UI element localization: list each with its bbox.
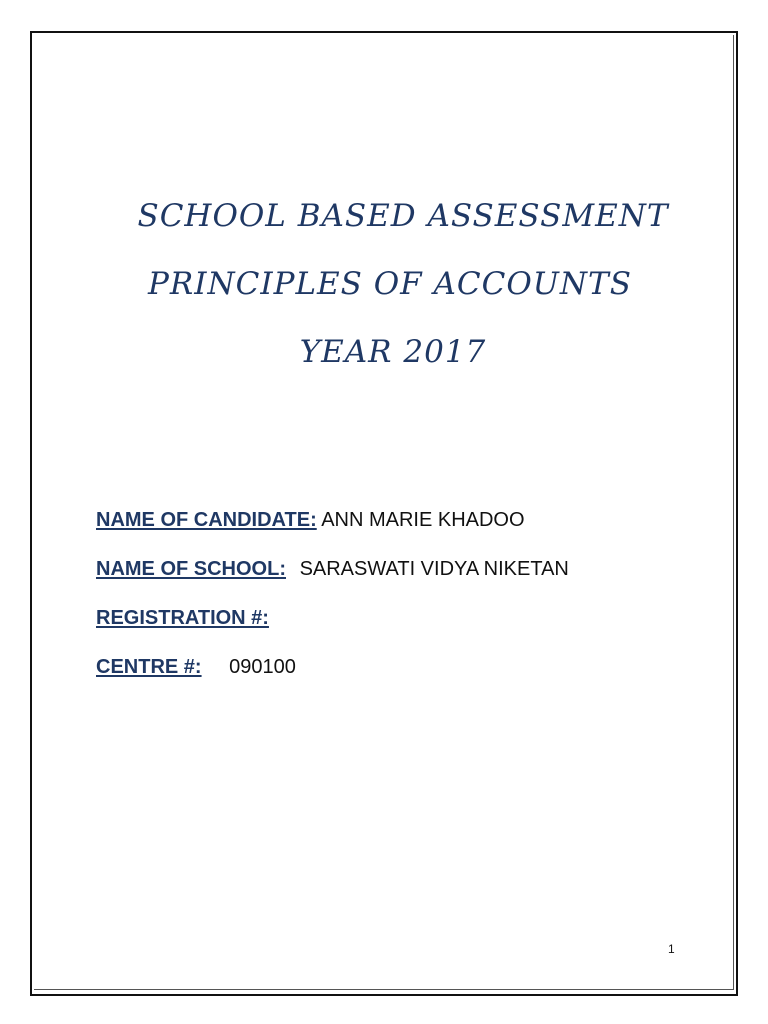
- centre-label: CENTRE #:: [96, 656, 202, 678]
- page-border-inner-bottom: [34, 989, 734, 990]
- centre-value: 090100: [229, 656, 296, 678]
- candidate-info: [96, 505, 696, 701]
- title-line-subject: PRINCIPLES OF ACCOUNTS: [148, 266, 632, 302]
- page-border-inner-right: [733, 35, 734, 990]
- candidate-name-row: [96, 505, 696, 554]
- school-name-value: SARASWATI VIDYA NIKETAN: [299, 558, 569, 580]
- centre-row: [96, 652, 696, 701]
- title-line-assessment: SCHOOL BASED ASSESSMENT: [137, 198, 669, 234]
- candidate-name-value: ANN MARIE KHADOO: [321, 509, 525, 531]
- school-name-label: NAME OF SCHOOL:: [96, 558, 286, 580]
- registration-row: [96, 603, 696, 652]
- title-line-year: YEAR 2017: [299, 334, 487, 370]
- candidate-name-label: NAME OF CANDIDATE:: [96, 509, 317, 531]
- registration-label: REGISTRATION #:: [96, 607, 269, 629]
- school-name-row: [96, 554, 696, 603]
- page-number: 1: [668, 942, 675, 956]
- document-title: [34, 190, 734, 394]
